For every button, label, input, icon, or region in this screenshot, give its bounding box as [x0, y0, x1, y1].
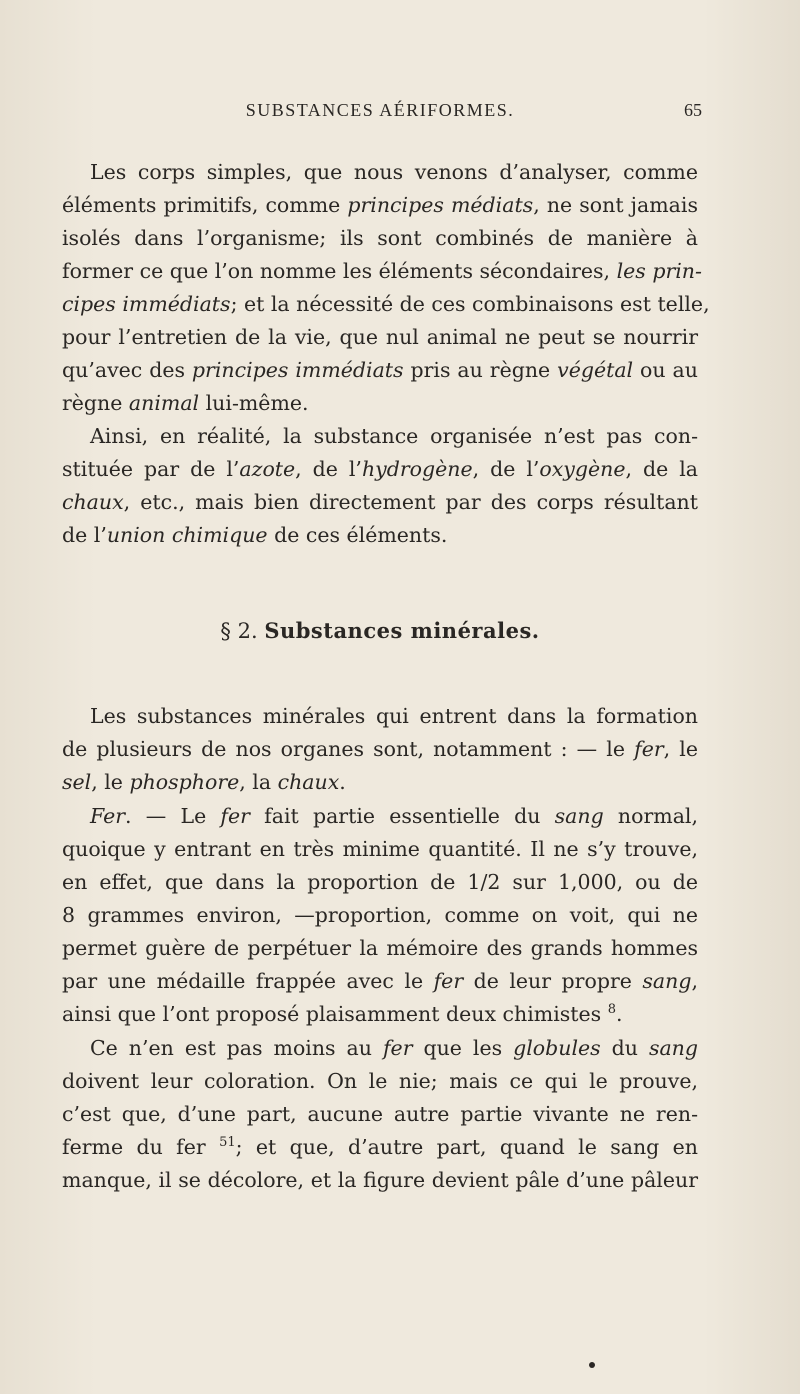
text-line: 8 grammes environ, —proportion, comme on voit, qui ne — [62, 903, 698, 927]
text-line: éléments primitifs, comme principes médiats, ne sont jamais — [62, 193, 698, 217]
text-line: chaux, etc., mais bien directement par des corps résultant — [62, 490, 698, 514]
footnote-ref: 8 — [607, 1002, 616, 1018]
text-line: sel, le phosphore, la chaux. — [62, 770, 346, 794]
text-line: de l’union chimique de ces éléments. — [62, 523, 448, 547]
text-line: Les corps simples, que nous venons d’analyser, comme — [90, 160, 698, 184]
text-line: doivent leur coloration. On le nie; mais ce qui le prouve, — [62, 1069, 698, 1093]
footnote-ref: 51 — [219, 1135, 236, 1151]
paragraph-1 — [62, 156, 710, 420]
paragraph-4 — [62, 800, 698, 1031]
text-line: permet guère de perpétuer la mémoire des grands hommes — [62, 936, 698, 960]
text-line: pour l’entretien de la vie, que nul animal ne peut se nourrir — [62, 325, 698, 349]
text-line: manque, il se décolore, et la figure devient pâle d’une pâleur — [62, 1168, 698, 1192]
section-number: § 2. — [220, 619, 258, 643]
text-line: Ce n’en est pas moins au fer que les globules du sang — [90, 1036, 699, 1060]
paragraph-5 — [62, 1032, 698, 1197]
ink-dot — [589, 1362, 595, 1368]
text-line: isolés dans l’organisme; ils sont combinés de manière à — [62, 226, 698, 250]
text-line: c’est que, d’une part, aucune autre partie vivante ne ren- — [62, 1102, 698, 1126]
text-line: règne animal lui-même. — [62, 391, 309, 415]
paragraph-3 — [62, 700, 698, 799]
text-line: Les substances minérales qui entrent dans la formation — [90, 704, 698, 728]
text-line: ainsi que l’ont proposé plaisamment deux chimistes $^8$. — [62, 1002, 623, 1026]
text-line: en effet, que dans la proportion de 1/2 sur 1,000, ou de — [62, 870, 698, 894]
running-title: SUBSTANCES AÉRIFORMES. — [245, 100, 515, 120]
text-line: cipes immédiats; et la nécessité de ces combinaisons est telle, — [62, 292, 710, 316]
text-line: qu’avec des principes immédiats pris au règne végétal ou au — [62, 358, 698, 382]
text-line: Fer. — Le fer fait partie essentielle du sang normal, — [90, 804, 698, 828]
running-head — [60, 100, 700, 130]
paragraph-2 — [62, 420, 698, 552]
text-line: stituée par de l’azote, de l’hydrogène, de l’oxygène, de la — [62, 457, 698, 481]
text-line: Ainsi, en réalité, la substance organisée n’est pas con- — [90, 424, 698, 448]
text-line: par une médaille frappée avec le fer de leur propre sang, — [62, 969, 698, 993]
section-heading — [62, 618, 698, 643]
text-line: de plusieurs de nos organes sont, notamment : — le fer, le — [62, 737, 698, 761]
text-line: ferme du fer $^{51}$; et que, d’autre part, quand le sang en — [62, 1135, 699, 1159]
text-line: former ce que l’on nomme les éléments sécondaires, les prin- — [62, 259, 702, 283]
text-line: quoique y entrant en très minime quantité. Il ne s’y trouve, — [62, 837, 698, 861]
page-number: 65 — [684, 100, 702, 120]
section-title: Substances minérales. — [264, 618, 540, 643]
